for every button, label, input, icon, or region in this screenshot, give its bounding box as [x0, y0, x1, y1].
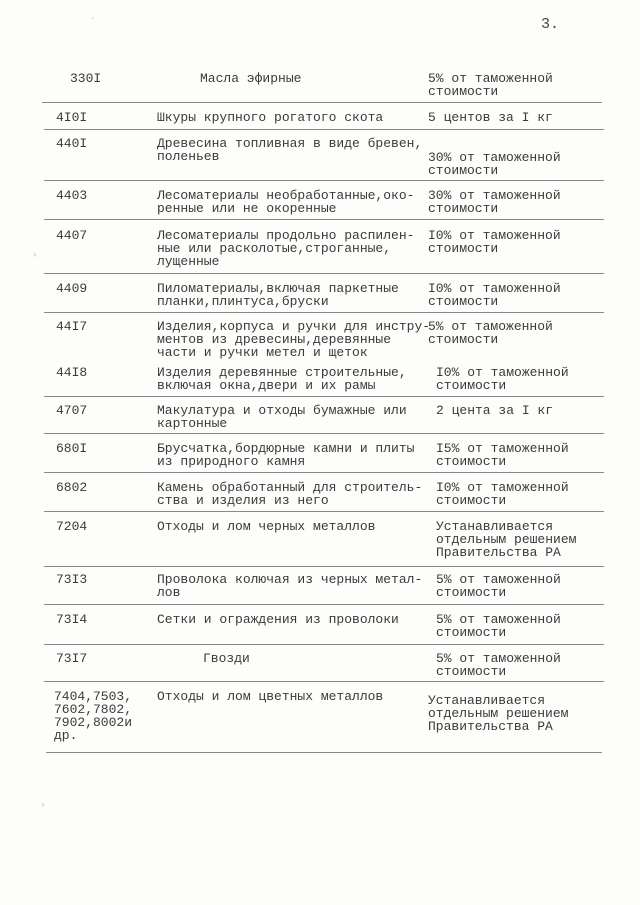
- row-divider: [44, 511, 604, 512]
- code-cell: 4I0I: [56, 110, 88, 125]
- code-cell: 4407: [56, 228, 88, 243]
- code-cell: 680I: [56, 441, 88, 456]
- name-cell: Пиломатериалы,включая паркетные планки,плинтуса,бруски: [157, 281, 399, 309]
- duty-cell: 30% от таможенной стоимости: [428, 188, 561, 216]
- row-divider: [44, 219, 604, 220]
- name-cell: Брусчатка,бордюрные камни и плиты из природного камня: [157, 441, 415, 469]
- name-cell: Макулатура и отходы бумажные или картонные: [157, 403, 407, 431]
- duty-cell: Устанавливается отдельным решением Правительства РА: [436, 519, 577, 560]
- code-cell: 7404,7503, 7602,7802, 7902,8002и др.: [54, 689, 133, 743]
- code-cell: 73I3: [56, 572, 88, 587]
- duty-cell: 5% от таможенной стоимости: [428, 319, 553, 347]
- duty-cell: I0% от таможенной стоимости: [428, 281, 561, 309]
- duty-cell: 5% от таможенной стоимости: [436, 651, 561, 679]
- name-cell: Древесина топливная в виде бревен, поленьев: [157, 136, 423, 164]
- scan-speck: ›: [32, 250, 38, 260]
- duty-cell: I0% от таможенной стоимости: [428, 228, 561, 256]
- name-cell: Лесоматериалы необработанные,око- ренные или не окоренные: [157, 188, 415, 216]
- name-cell: Масла эфирные: [200, 71, 302, 86]
- duty-cell: I5% от таможенной стоимости: [436, 441, 569, 469]
- code-cell: 4409: [56, 281, 88, 296]
- scan-speck: ›: [40, 800, 46, 810]
- code-cell: 330I: [70, 71, 102, 86]
- name-cell: Проволока колючая из черных метал- лов: [157, 572, 423, 600]
- name-cell: Изделия,корпуса и ручки для инстру- ментов из древесины,деревянные части и ручки метел и щеток: [157, 319, 431, 360]
- duty-cell: 5% от таможенной стоимости: [436, 612, 561, 640]
- name-cell: Гвозди: [203, 651, 250, 666]
- code-cell: 6802: [56, 480, 88, 495]
- duty-cell: 2 цента за I кг: [436, 403, 554, 418]
- row-divider: [44, 129, 604, 130]
- code-cell: 73I7: [56, 651, 88, 666]
- row-divider: [46, 752, 602, 753]
- name-cell: Сетки и ограждения из проволоки: [157, 612, 399, 627]
- code-cell: 4403: [56, 188, 88, 203]
- duty-cell: I0% от таможенной стоимости: [436, 365, 569, 393]
- code-cell: 7204: [56, 519, 88, 534]
- code-cell: 44I8: [56, 365, 88, 380]
- duty-cell: 5 центов за I кг: [428, 110, 553, 125]
- name-cell: Отходы и лом цветных металлов: [157, 689, 384, 704]
- code-cell: 44I7: [56, 319, 88, 334]
- row-divider: [44, 396, 604, 397]
- row-divider: [44, 681, 604, 682]
- name-cell: Отходы и лом черных металлов: [157, 519, 376, 534]
- name-cell: Лесоматериалы продольно распилен- ные или расколотые,строганные, лущенные: [157, 228, 415, 269]
- code-cell: 73I4: [56, 612, 88, 627]
- row-divider: [44, 312, 604, 313]
- page-number: 3.: [541, 16, 560, 33]
- code-cell: 4707: [56, 403, 88, 418]
- name-cell: Шкуры крупного рогатого скота: [157, 110, 384, 125]
- row-divider: [44, 273, 604, 274]
- row-divider: [44, 180, 604, 181]
- name-cell: Камень обработанный для строитель- ства и изделия из него: [157, 480, 423, 508]
- code-cell: 440I: [56, 136, 88, 151]
- row-divider: [44, 644, 604, 645]
- row-divider: [44, 604, 604, 605]
- duty-cell: 30% от таможенной стоимости: [428, 150, 561, 178]
- duty-cell: I0% от таможенной стоимости: [436, 480, 569, 508]
- duty-cell: 5% от таможенной стоимости: [436, 572, 561, 600]
- row-divider: [42, 102, 602, 103]
- scan-speck: ·: [90, 14, 96, 24]
- duty-cell: 5% от таможенной стоимости: [428, 71, 553, 99]
- row-divider: [44, 433, 604, 434]
- row-divider: [44, 566, 604, 567]
- row-divider: [44, 472, 604, 473]
- duty-cell: Устанавливается отдельным решением Правительства РА: [428, 693, 569, 734]
- name-cell: Изделия деревянные строительные, включая окна,двери и их рамы: [157, 365, 407, 393]
